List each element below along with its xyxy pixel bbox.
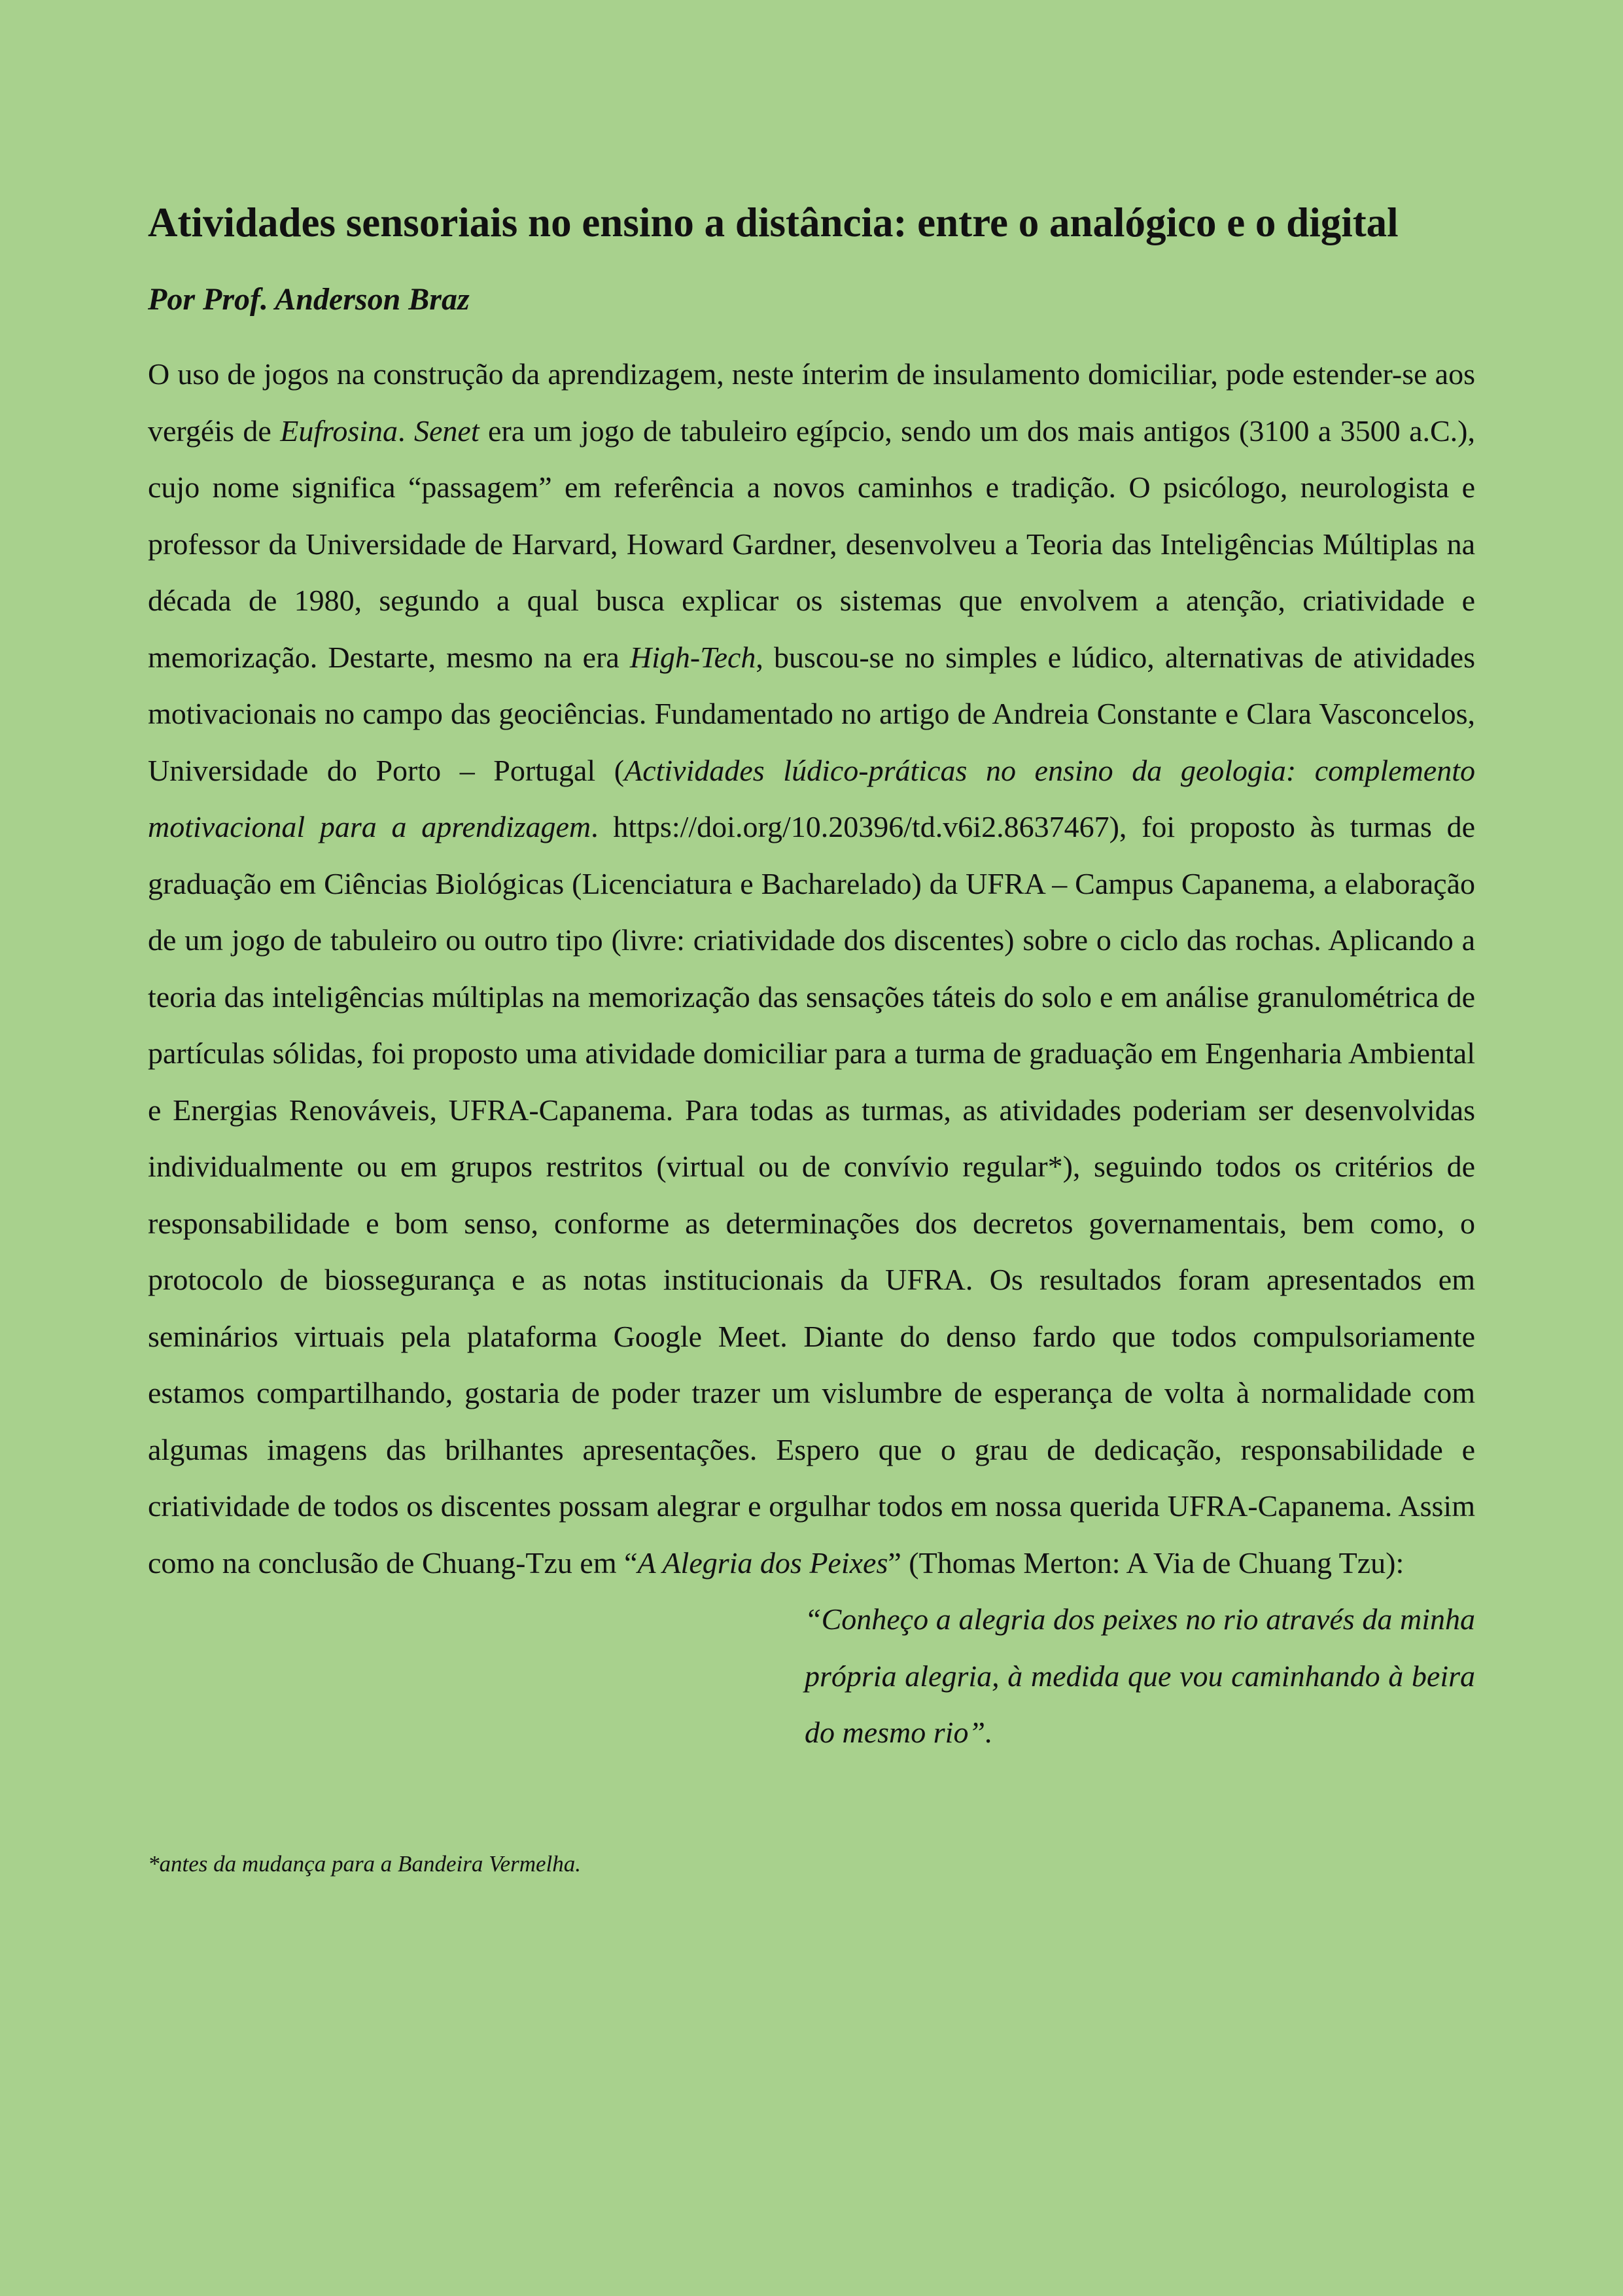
closing-quote: “Conheço a alegria dos peixes no rio através da minha própria alegria, à medida que vou caminhando à beira do mesmo rio”.: [805, 1602, 1475, 1749]
body-text-segment: era um jogo de tabuleiro egípcio, sendo um dos mais antigos (3100 a 3500 a.C.), cujo nome significa “passagem” em referência a novos caminhos e tradição. O psicólogo, neurologista e professor da Universidade de Harvard, Howard Gardner, desenvolveu a Teoria das Inteligências Múltiplas na década de 1980, segundo a qual busca explicar os sistemas que envolvem a atenção, criatividade e memorização. Destarte, mesmo na era: [148, 414, 1475, 674]
body-italic-alegria-title: A Alegria dos Peixes: [637, 1545, 888, 1580]
article-author: Por Prof. Anderson Braz: [148, 282, 470, 317]
article-title: Atividades sensoriais no ensino a distância: entre o analógico e o digital: [148, 200, 1399, 245]
body-text-segment: ” (Thomas Merton: A Via de Chuang Tzu):: [888, 1545, 1405, 1580]
footnote: *antes da mudança para a Bandeira Vermelha.: [148, 1850, 582, 1877]
body-italic-senet: Senet: [413, 414, 480, 448]
body-italic-hightech: High-Tech: [629, 640, 756, 674]
body-text-segment: O uso de jogos na construção da aprendizagem, neste ínterim de insulamento domiciliar, pode estender-se aos vergéis de: [148, 357, 1475, 448]
body-text-separator: .: [398, 414, 414, 448]
body-text-segment: . https://doi.org/10.20396/td.v6i2.8637467), foi proposto às turmas de graduação em Ciências Biológicas (Licenciatura e Bacharelado) da UFRA – Campus Capanema, a elaboração de um jogo de tabuleiro ou outro tipo (livre: criatividade dos discentes) sobre o ciclo das rochas. Aplicando a teoria das inteligências múltiplas na memorização das sensações táteis do solo e em análise granulométrica de partículas sólidas, foi proposto uma atividade domiciliar para a turma de graduação em Engenharia Ambiental e Energias Renováveis, UFRA-Capanema. Para todas as turmas, as atividades poderiam ser desenvolvidas individualmente ou em grupos restritos (virtual ou de convívio regular*), seguindo todos os critérios de responsabilidade e bom senso, conforme as determinações dos decretos governamentais, bem como, o protocolo de biossegurança e as notas institucionais da UFRA. Os resultados foram apresentados em seminários virtuais pela plataforma Google Meet. Diante do denso fardo que todos compulsoriamente estamos compartilhando, gostaria de poder trazer um vislumbre de esperança de volta à normalidade com algumas imagens das brilhantes apresentações. Espero que o grau de dedicação, responsabilidade e criatividade de todos os discentes possam alegrar e orgulhar todos em nossa querida UFRA-Capanema. Assim como na conclusão de Chuang-Tzu em “: [148, 810, 1475, 1580]
body-text-segment: , buscou-se no simples e lúdico, alternativas de atividades motivacionais no campo das geociências. Fundamentado no artigo de Andreia Constante e Clara Vasconcelos, Universidade do Porto – Portugal (: [148, 640, 1475, 787]
body-italic-eufrosina: Eufrosina: [280, 414, 398, 448]
body-italic-article-reference: Actividades lúdico-práticas no ensino da geologia: complemento motivacional para a aprendizagem: [148, 753, 1475, 843]
article-body: [148, 346, 1475, 1591]
document-page: [148, 193, 1475, 1881]
